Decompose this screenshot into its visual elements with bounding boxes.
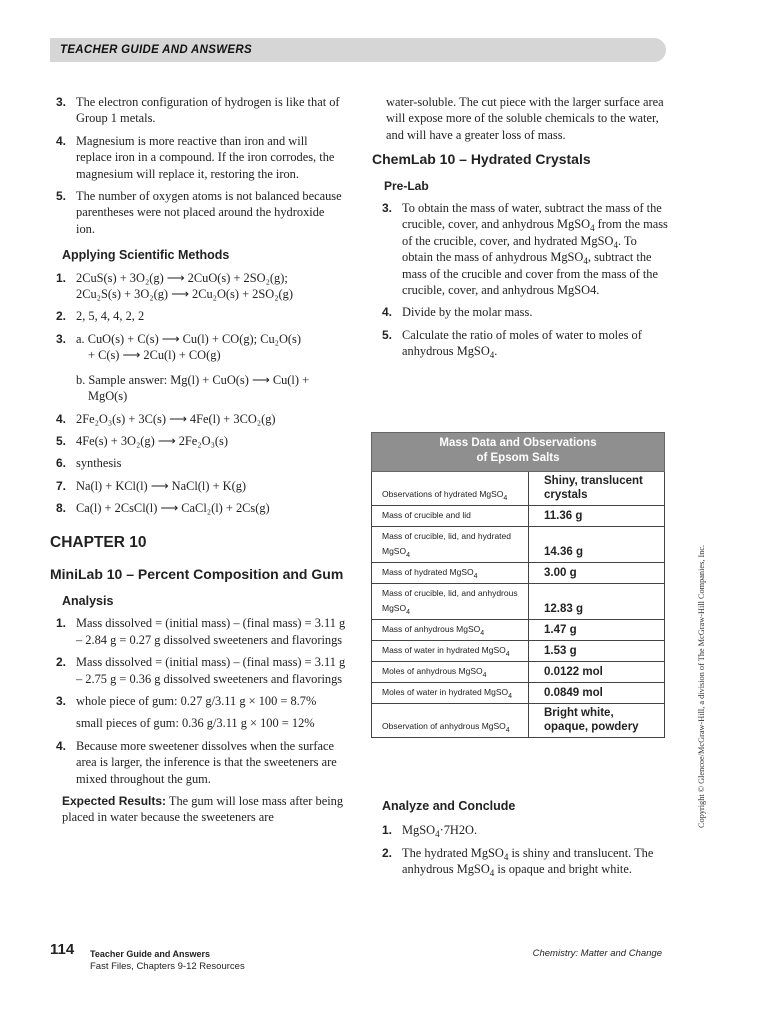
row-label	[372, 620, 529, 641]
analysis-item	[56, 738, 346, 787]
equation-item	[56, 331, 346, 405]
item-number: 3.	[56, 693, 67, 708]
item-text: To obtain the mass of water, subtract the mass of the crucible, cover, and anhydrous MgSO	[402, 201, 662, 232]
subscript: 4	[505, 651, 510, 658]
equation-item	[56, 500, 346, 516]
continued-text: water-soluble. The cut piece with the larger surface area will expose more of the soluble chemicals to the water, and will have a greater loss of mass.	[386, 95, 664, 142]
item-number: 5.	[56, 433, 67, 448]
subscript: 4	[503, 495, 508, 502]
subscript: 4	[489, 868, 495, 879]
conclude-item	[382, 822, 672, 838]
footer-subtitle: Fast Files, Chapters 9-12 Resources	[90, 961, 245, 972]
row-label-text: Observations of hydrated MgSO	[382, 489, 504, 499]
item-number: 1.	[382, 823, 393, 838]
row-value: 14.36 g	[529, 527, 665, 563]
item-text: ·7H2O.	[439, 823, 478, 838]
row-value: 11.36 g	[529, 506, 665, 527]
copyright-notice: Copyright © Glencoe/McGraw-Hill, a division of The McGraw-Hill Companies, Inc.	[697, 544, 706, 828]
item-number: 1.	[56, 616, 67, 631]
table-row	[372, 641, 665, 662]
table-row	[372, 620, 665, 641]
minilab-title: MiniLab 10 – Percent Composition and Gum	[50, 565, 344, 582]
subscript: 4	[590, 223, 595, 234]
equation-item	[56, 308, 346, 324]
prelab-item	[382, 304, 668, 320]
item-text: The hydrated MgSO	[402, 845, 504, 860]
row-label	[372, 584, 529, 620]
table-row	[372, 662, 665, 683]
row-label	[372, 472, 529, 506]
row-label	[372, 563, 529, 584]
item-text: . To obtain the mass of anhydrous MgSO	[402, 233, 637, 265]
row-value: 12.83 g	[529, 584, 665, 620]
table-row	[372, 472, 665, 506]
prelab-item	[382, 200, 668, 298]
subscript: 4	[435, 829, 440, 840]
equation-line: 2CuS(s) + 3O₂(g) ⟶ 2CuO(s) + 2SO₂(g);	[76, 270, 288, 285]
expected-results-label: Expected Results:	[62, 794, 167, 808]
item-text: The number of oxygen atoms is not balanced because parentheses were not placed around the hydroxide ion.	[76, 189, 342, 236]
table-row	[372, 563, 665, 584]
item-number: 4.	[56, 738, 67, 753]
row-label	[372, 527, 529, 563]
row-label	[372, 683, 529, 704]
row-label-text: Moles of anhydrous MgSO	[382, 666, 483, 676]
equation-item	[56, 433, 346, 449]
item-text: is opaque and bright white.	[494, 862, 632, 877]
table-row	[372, 506, 665, 527]
equation-item	[56, 270, 346, 303]
list-item	[56, 94, 346, 127]
row-value: 0.0122 mol	[529, 662, 665, 683]
equation-item	[56, 455, 346, 471]
equation-line: Na(l) + KCl(l) ⟶ NaCl(l) + K(g)	[76, 478, 247, 493]
analysis-heading: Analysis	[62, 593, 114, 608]
equation-line: 2Cu₂S(s) + 3O₂(g) ⟶ 2Cu₂O(s) + 2SO₂(g)	[76, 287, 293, 302]
row-value: 1.53 g	[529, 641, 665, 662]
analysis-item	[56, 693, 346, 732]
prelab-item	[382, 327, 668, 360]
item-text: , subtract the mass of the crucible and cover from the mass of the crucible, cover, and anhydrous MgSO4.	[402, 250, 658, 298]
equation-line: 4Fe(s) + 3O₂(g) ⟶ 2Fe₂O₃(s)	[76, 433, 228, 448]
item-text: The electron configuration of hydrogen is like that of Group 1 metals.	[76, 95, 340, 126]
conclude-item	[382, 845, 672, 878]
table-title-line: Mass Data and Observations	[439, 437, 597, 449]
item-text: Magnesium is more reactive than iron and will replace iron in a compound. If the iron corrodes, the magnesium will replace it, restoring the iron.	[76, 133, 335, 181]
item-number: 5.	[56, 189, 67, 204]
item-text: Divide by the molar mass.	[402, 305, 533, 320]
chemlab-title: ChemLab 10 – Hydrated Crystals	[372, 151, 591, 168]
item-number: 3.	[56, 331, 67, 346]
row-label-text: Mass of crucible, lid, and hydrated MgSO	[382, 531, 511, 556]
prelab-heading: Pre-Lab	[384, 178, 429, 193]
item-number: 2.	[382, 845, 393, 860]
subscript: 4	[503, 851, 509, 862]
equation-line: + C(s) ⟶ 2Cu(l) + CO(g)	[88, 348, 221, 363]
analysis-item	[56, 654, 346, 687]
epsom-salts-table	[371, 432, 665, 738]
list-item	[56, 133, 346, 182]
table-row	[372, 584, 665, 620]
table-row	[372, 683, 665, 704]
equation-item	[56, 411, 346, 427]
applying-methods-heading: Applying Scientific Methods	[62, 248, 230, 263]
item-number: 8.	[56, 501, 67, 516]
equation-line: a. CuO(s) + C(s) ⟶ Cu(l) + CO(g); Cu₂O(s)	[76, 331, 301, 346]
equation-line: Ca(l) + 2CsCl(l) ⟶ CaCl₂(l) + 2Cs(g)	[76, 501, 270, 516]
item-number: 4.	[56, 133, 67, 148]
row-value: 0.0849 mol	[529, 683, 665, 704]
analysis-item	[56, 615, 346, 648]
item-number: 2.	[56, 655, 67, 670]
item-number: 1.	[56, 270, 67, 285]
item-text: from the mass of the crucible, cover, and hydrated MgSO	[402, 217, 668, 248]
expected-results-text: The gum will lose mass after being placed in water because the sweeteners are	[62, 794, 344, 825]
subscript: 4	[505, 727, 510, 734]
subscript: 4	[489, 350, 495, 361]
subscript: 4	[613, 239, 618, 250]
equation-item	[56, 478, 346, 494]
item-number: 5.	[382, 327, 393, 342]
row-label	[372, 662, 529, 683]
equation-line: b. Sample answer: Mg(l) + CuO(s) ⟶ Cu(l) +	[76, 372, 310, 387]
row-label-text: Mass of anhydrous MgSO	[382, 624, 481, 634]
item-text: whole piece of gum: 0.27 g/3.11 g × 100 = 8.7%	[76, 693, 317, 708]
page-number: 114	[50, 941, 75, 958]
analyze-section	[382, 798, 672, 884]
item-text: Mass dissolved = (initial mass) – (final mass) = 3.11 g – 2.75 g = 0.36 g dissolved sweeteners and flavorings	[76, 655, 346, 686]
equation-line: 2, 5, 4, 4, 2, 2	[76, 309, 145, 324]
row-label	[372, 704, 529, 738]
item-number: 3.	[56, 95, 67, 109]
page-header-title: TEACHER GUIDE AND ANSWERS	[60, 44, 252, 56]
item-number: 4.	[382, 305, 393, 320]
table-title-line: of Epsom Salts	[476, 452, 560, 464]
row-label-text: Mass of crucible, lid, and anhydrous MgSO	[382, 588, 518, 613]
item-text: Mass dissolved = (initial mass) – (final mass) = 3.11 g – 2.84 g = 0.27 g dissolved sweeteners and flavorings	[76, 616, 346, 647]
row-label-text: Mass of hydrated MgSO	[382, 567, 474, 577]
chapter-title: CHAPTER 10	[50, 533, 147, 551]
row-label-text: Mass of crucible and lid	[382, 510, 471, 520]
item-text: Because more sweetener dissolves when the surface area is larger, the inference is that the sweeteners are mixed throughout the gum.	[76, 738, 337, 786]
table-title	[372, 433, 665, 472]
row-label-text: Moles of water in hydrated MgSO	[382, 687, 509, 697]
item-number: 3.	[382, 201, 393, 216]
row-label	[372, 641, 529, 662]
analyze-heading: Analyze and Conclude	[382, 799, 516, 813]
subscript: 4	[406, 552, 410, 559]
table-row	[372, 704, 665, 738]
equation-line: 2Fe₂O₃(s) + 3C(s) ⟶ 4Fe(l) + 3CO₂(g)	[76, 411, 276, 426]
item-number: 6.	[56, 456, 67, 471]
item-text: small pieces of gum: 0.36 g/3.11 g × 100 = 12%	[76, 716, 315, 731]
page-header-bar	[50, 38, 666, 62]
item-number: 7.	[56, 478, 67, 493]
footer-title: Teacher Guide and Answers	[90, 949, 211, 959]
row-label	[372, 506, 529, 527]
row-value: 1.47 g	[529, 620, 665, 641]
expected-results	[62, 793, 346, 826]
subscript: 4	[482, 672, 487, 679]
subscript: 4	[583, 256, 588, 267]
row-value: Bright white, opaque, powdery	[529, 704, 665, 738]
item-text: Calculate the ratio of moles of water to moles of anhydrous MgSO	[402, 327, 642, 359]
item-text: MgSO	[402, 823, 436, 838]
row-label-text: Observation of anhydrous MgSO	[382, 721, 506, 731]
table-row	[372, 527, 665, 563]
equation-line: MgO(s)	[88, 389, 128, 404]
footer-book-title: Chemistry: Matter and Change	[532, 948, 662, 959]
item-text: is shiny and translucent. The anhydrous MgSO	[402, 845, 654, 877]
subscript: 4	[508, 693, 513, 700]
subscript: 4	[473, 573, 478, 580]
row-value: 3.00 g	[529, 563, 665, 584]
item-text: .	[494, 344, 498, 359]
list-item	[56, 188, 346, 237]
item-number: 4.	[56, 411, 67, 426]
row-label-text: Mass of water in hydrated MgSO	[382, 645, 506, 655]
subscript: 4	[480, 630, 485, 637]
equation-line: synthesis	[76, 456, 122, 471]
row-value: Shiny, translucent crystals	[529, 472, 665, 506]
left-column	[50, 94, 346, 826]
table-header-row	[372, 433, 665, 472]
subscript: 4	[406, 609, 410, 616]
table-body	[372, 472, 665, 738]
item-number: 2.	[56, 309, 67, 324]
right-column	[372, 94, 668, 366]
